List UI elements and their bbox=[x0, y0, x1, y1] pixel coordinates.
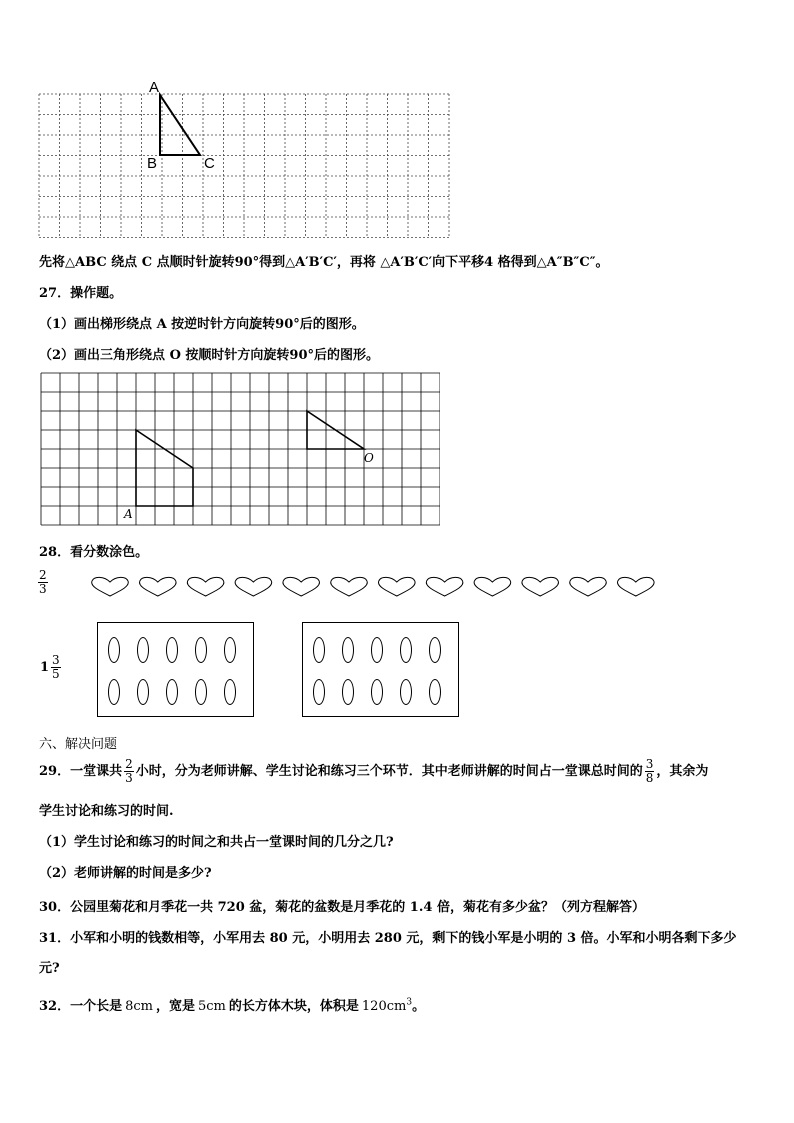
heart-shape[interactable] bbox=[283, 577, 320, 596]
oval-shape[interactable] bbox=[166, 679, 178, 705]
question-27-sub1: （1）画出梯形绕点 A 按逆时针方向旋转90°后的图形。 bbox=[39, 317, 365, 332]
q32-part1: 32．一个长是 bbox=[39, 999, 123, 1014]
fraction-denominator: 3 bbox=[39, 582, 47, 596]
heart-shape[interactable] bbox=[92, 577, 129, 596]
oval-shape[interactable] bbox=[429, 679, 441, 705]
question-27-sub2: （2）画出三角形绕点 O 按顺时针方向旋转90°后的图形。 bbox=[39, 348, 380, 363]
grid-figure-trapezoid-triangle bbox=[40, 372, 440, 526]
heart-shape[interactable] bbox=[139, 577, 176, 596]
heart-shape[interactable] bbox=[187, 577, 224, 596]
question-31-line1: 31．小军和小明的钱数相等，小军用去 80 元，小明用去 280 元，剩下的钱小军是小明的 3 倍。小军和小明各剩下多少 bbox=[39, 931, 737, 946]
oval-shape[interactable] bbox=[195, 679, 207, 705]
grid-figure-triangle-abc bbox=[38, 90, 468, 242]
oval-shape[interactable] bbox=[137, 637, 149, 663]
section-six-title: 六、解决问题 bbox=[39, 737, 118, 752]
oval-shape[interactable] bbox=[108, 679, 120, 705]
heart-shape[interactable] bbox=[570, 577, 607, 596]
heart-shape[interactable] bbox=[474, 577, 511, 596]
label-point-o: O bbox=[364, 451, 374, 465]
fraction-denominator: 5 bbox=[52, 667, 60, 681]
question-31-line2: 元? bbox=[39, 961, 60, 976]
q32-length: 8cm bbox=[125, 999, 153, 1014]
heart-row bbox=[88, 574, 668, 604]
fraction-numerator: 2 bbox=[39, 568, 47, 582]
oval-shape[interactable] bbox=[224, 679, 236, 705]
oval-shape[interactable] bbox=[313, 637, 325, 663]
question-30: 30．公园里菊花和月季花一共 720 盆，菊花的盆数是月季花的 1.4 倍，菊花有多少盆？（列方程解答） bbox=[39, 900, 645, 915]
q32-part3: 的长方体木块，体积是 bbox=[228, 999, 359, 1014]
question-28-title: 28．看分数涂色。 bbox=[39, 545, 149, 560]
oval-box-2 bbox=[302, 622, 459, 717]
question-29-line2: 学生讨论和练习的时间. bbox=[39, 804, 174, 819]
q29-part2: 小时，分为老师讲解、学生讨论和练习三个环节．其中老师讲解的时间占一堂课总时间的 bbox=[135, 764, 643, 779]
oval-shape[interactable] bbox=[137, 679, 149, 705]
heart-shape[interactable] bbox=[522, 577, 559, 596]
fraction-numerator: 3 bbox=[52, 653, 60, 667]
label-a: A bbox=[149, 79, 160, 96]
question-29-sub2: （2）老师讲解的时间是多少? bbox=[39, 866, 212, 881]
q29-part1: 29．一堂课共 bbox=[39, 764, 123, 779]
heart-shape[interactable] bbox=[235, 577, 272, 596]
q32-part2: ，宽是 bbox=[155, 999, 195, 1014]
q32-width: 5cm bbox=[198, 999, 226, 1014]
q32-volume-exponent: 3 bbox=[406, 997, 413, 1008]
q29-part3: ，其余为 bbox=[656, 764, 709, 779]
oval-shape[interactable] bbox=[195, 637, 207, 663]
q32-part4: 。 bbox=[412, 999, 426, 1014]
question-29-sub1: （1）学生讨论和练习的时间之和共占一堂课时间的几分之几? bbox=[39, 835, 394, 850]
fraction-denominator: 3 bbox=[125, 771, 133, 785]
oval-shape[interactable] bbox=[224, 637, 236, 663]
label-c: C bbox=[204, 155, 215, 172]
fraction-two-thirds bbox=[36, 569, 50, 596]
fraction-numerator: 3 bbox=[645, 757, 654, 771]
oval-shape[interactable] bbox=[166, 637, 178, 663]
heart-shape[interactable] bbox=[331, 577, 368, 596]
fraction-denominator: 8 bbox=[645, 771, 654, 785]
oval-shape[interactable] bbox=[371, 679, 383, 705]
heart-shape[interactable] bbox=[617, 577, 654, 596]
oval-shape[interactable] bbox=[108, 637, 120, 663]
oval-shape[interactable] bbox=[371, 637, 383, 663]
label-trapezoid-a: A bbox=[124, 507, 133, 521]
question-32 bbox=[39, 995, 425, 1014]
label-b: B bbox=[147, 155, 158, 172]
heart-shape[interactable] bbox=[426, 577, 463, 596]
question-29-line1 bbox=[39, 758, 708, 785]
oval-shape[interactable] bbox=[342, 637, 354, 663]
mixed-whole: 1 bbox=[40, 660, 50, 675]
q32-volume: 120cm bbox=[361, 999, 407, 1014]
triangle-abc bbox=[160, 95, 200, 155]
oval-shape[interactable] bbox=[400, 679, 412, 705]
oval-shape[interactable] bbox=[342, 679, 354, 705]
oval-box-1 bbox=[97, 622, 254, 717]
question-27-title: 27．操作题。 bbox=[39, 286, 123, 301]
oval-shape[interactable] bbox=[429, 637, 441, 663]
oval-shape[interactable] bbox=[400, 637, 412, 663]
oval-shape[interactable] bbox=[313, 679, 325, 705]
fraction-numerator: 2 bbox=[125, 757, 133, 771]
mixed-number-one-three-fifths bbox=[40, 654, 63, 681]
heart-shape[interactable] bbox=[378, 577, 415, 596]
question-26-text: 先将△ABC 绕点 C 点顺时针旋转90°得到△A′B′C′，再将 △A′B′C′向下平移4 格得到△A″B″C″。 bbox=[39, 255, 609, 270]
